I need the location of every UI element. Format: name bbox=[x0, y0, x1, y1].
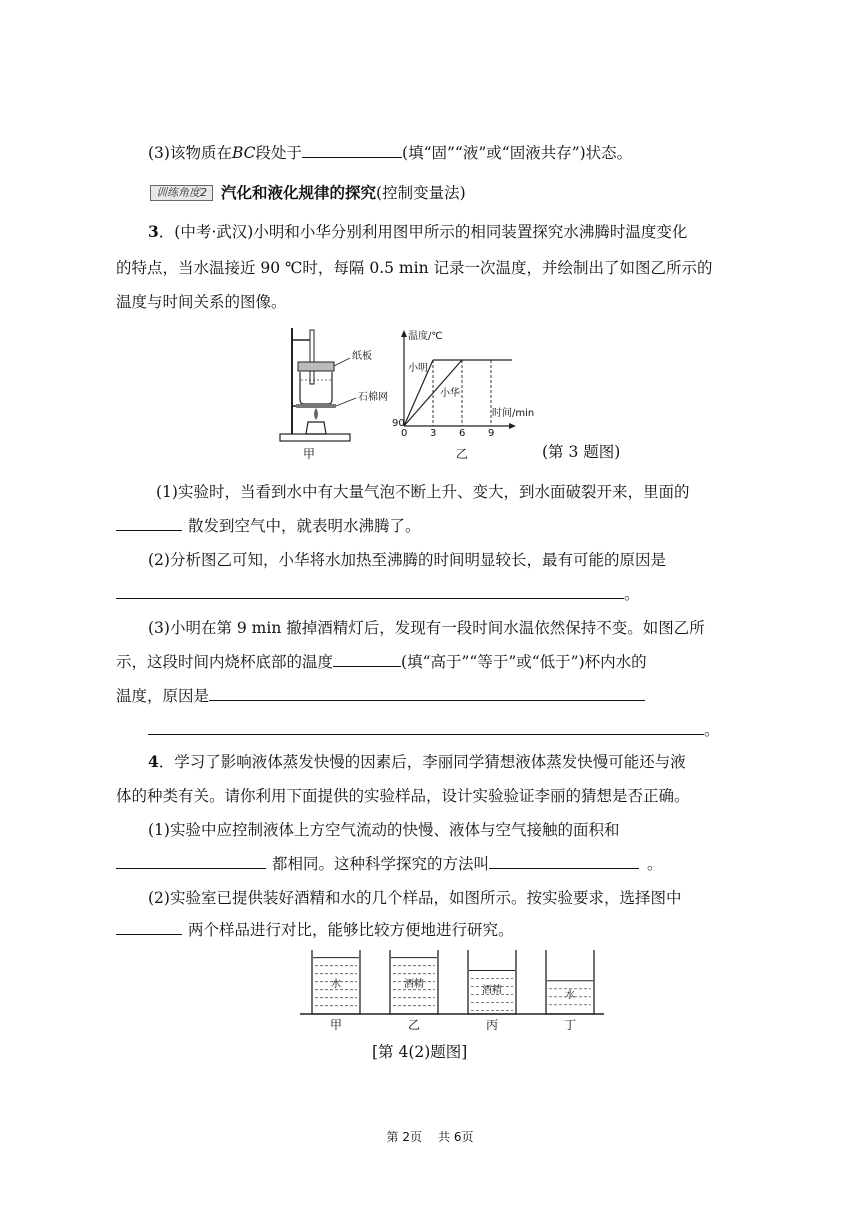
q3-part3-blank-3[interactable] bbox=[148, 720, 704, 735]
label-net: 石棉网 bbox=[358, 392, 388, 403]
q2-part3-text-pre: (3)该物质在 bbox=[148, 144, 232, 162]
label-paper: 纸板 bbox=[352, 351, 372, 362]
q3-part3-line4: 。 bbox=[148, 720, 720, 740]
temperature-graph bbox=[384, 326, 524, 438]
q2-part3-blank[interactable] bbox=[302, 143, 402, 158]
container-label: 乙 bbox=[407, 1018, 420, 1032]
q3-part3-blank-1[interactable] bbox=[333, 652, 401, 667]
graph-tick-6: 6 bbox=[459, 428, 466, 439]
q3-part1-blank[interactable] bbox=[116, 516, 182, 531]
q3-line3: 温度与时间关系的图像。 bbox=[116, 293, 287, 311]
section-title: 汽化和液化规律的探究 bbox=[221, 184, 377, 202]
q4-part1-blank-1[interactable] bbox=[116, 854, 266, 869]
q3-part3-text-pre: 示，这段时间内烧杯底部的温度 bbox=[116, 653, 334, 671]
footer-page: 第 2页 bbox=[386, 1130, 422, 1144]
container-liquid-label: 酒精 bbox=[404, 978, 424, 990]
q4-part2-text-post: 两个样品进行对比，能够比较方便地进行研究。 bbox=[188, 921, 514, 939]
q3-part3-line1: (3)小明在第 9 min 撤掉酒精灯后，发现有一段时间水温依然保持不变。如图乙所 bbox=[148, 619, 705, 637]
q4-part1-blank-2[interactable] bbox=[489, 854, 639, 869]
q3-part3-line3 bbox=[116, 686, 645, 706]
q4-part2-line1: (2)实验室已提供装好酒精和水的几个样品，如图所示。按实验要求，选择图中 bbox=[148, 889, 682, 907]
series-label-xiaohua: 小华 bbox=[440, 388, 460, 399]
q3-part3-line2 bbox=[116, 652, 647, 672]
q3-part2-blank[interactable] bbox=[116, 584, 624, 599]
container-liquid-label: 水 bbox=[565, 990, 575, 1002]
q4-part1-line1: (1)实验中应控制液体上方空气流动的快慢、液体与空气接触的面积和 bbox=[148, 821, 620, 839]
q4-line2: 体的种类有关。请你利用下面提供的实验样品，设计实验验证李丽的猜想是否正确。 bbox=[116, 787, 690, 805]
q4-part1-line2: 都相同。这种科学探究的方法叫 。 bbox=[116, 854, 663, 874]
q4-part2-line2 bbox=[116, 920, 514, 940]
container-liquid-label: 水 bbox=[331, 978, 341, 990]
q3-line2: 的特点，当水温接近 90 ℃时，每隔 0.5 min 记录一次温度，并绘制出了如图乙所示的 bbox=[116, 259, 713, 277]
q4-part1-text-mid: 都相同。这种科学探究的方法叫 bbox=[272, 855, 490, 873]
q3-part1-line2 bbox=[116, 516, 421, 536]
q2-part3-segment-label: BC bbox=[231, 144, 256, 162]
section-header bbox=[150, 183, 466, 203]
q4-number: 4 bbox=[148, 752, 159, 771]
q3-part2-line1: (2)分析图乙可知，小华将水加热至沸腾的时间明显较长，最有可能的原因是 bbox=[148, 551, 666, 569]
q4-line1-text: ．学习了影响液体蒸发快慢的因素后，李丽同学猜想液体蒸发快慢可能还与液 bbox=[158, 753, 686, 771]
graph-tick-9: 9 bbox=[488, 428, 495, 439]
graph-y-arrow bbox=[401, 330, 407, 337]
container-liquid-label: 酒精 bbox=[482, 985, 502, 997]
graph-x-arrow bbox=[509, 423, 516, 429]
q2-part3 bbox=[148, 143, 632, 163]
figure-b-caption: 乙 bbox=[456, 447, 469, 461]
q3-part3-blank-2[interactable] bbox=[209, 686, 645, 701]
q3-part2-line2: 。 bbox=[116, 584, 640, 604]
graph-origin: 0 bbox=[401, 428, 408, 439]
container-label: 丙 bbox=[485, 1018, 498, 1032]
q3-part1-line1: (1)实验时，当看到水中有大量气泡不断上升、变大，到水面破裂开来，里面的 bbox=[156, 483, 690, 501]
q3-part1-text-post: 散发到空气中，就表明水沸腾了。 bbox=[188, 517, 421, 535]
figure3-caption: (第 3 题图) bbox=[542, 443, 621, 461]
q2-part3-text-post: (填“固”“液”或“固液共存”)状态。 bbox=[402, 144, 633, 162]
section-tag: 训练角度2 bbox=[150, 185, 213, 201]
page-footer bbox=[0, 1128, 860, 1145]
container-walls bbox=[468, 950, 516, 1014]
series-label-xiaoming: 小明 bbox=[408, 363, 428, 374]
graph-ylabel: 温度/℃ bbox=[408, 331, 443, 342]
figure-a-caption: 甲 bbox=[303, 447, 316, 461]
q3-part3-text-post: (填“高于”“等于”或“低于”)杯内水的 bbox=[401, 653, 647, 671]
q3-number: 3 bbox=[148, 222, 159, 241]
graph-xlabel: 时间/min bbox=[492, 408, 535, 419]
q3-line1-text: ．(中考·武汉)小明和小华分别利用图甲所示的相同装置探究水沸腾时温度变化 bbox=[158, 223, 688, 241]
section-title-suffix: (控制变量法) bbox=[376, 184, 466, 202]
container-label: 甲 bbox=[329, 1018, 342, 1032]
container-label: 丁 bbox=[563, 1018, 576, 1032]
q2-part3-text-mid: 段处于 bbox=[255, 144, 303, 162]
footer-total: 共 6页 bbox=[438, 1130, 474, 1144]
q4-line1 bbox=[148, 752, 686, 772]
q3-line1 bbox=[148, 222, 687, 242]
figure4-caption: [第 4(2)题图] bbox=[372, 1043, 468, 1061]
q3-part3-reason-label: 温度，原因是 bbox=[116, 687, 210, 705]
q4-part2-blank[interactable] bbox=[116, 920, 182, 935]
graph-y-start: 90 bbox=[392, 418, 405, 429]
graph-tick-3: 3 bbox=[430, 428, 437, 439]
